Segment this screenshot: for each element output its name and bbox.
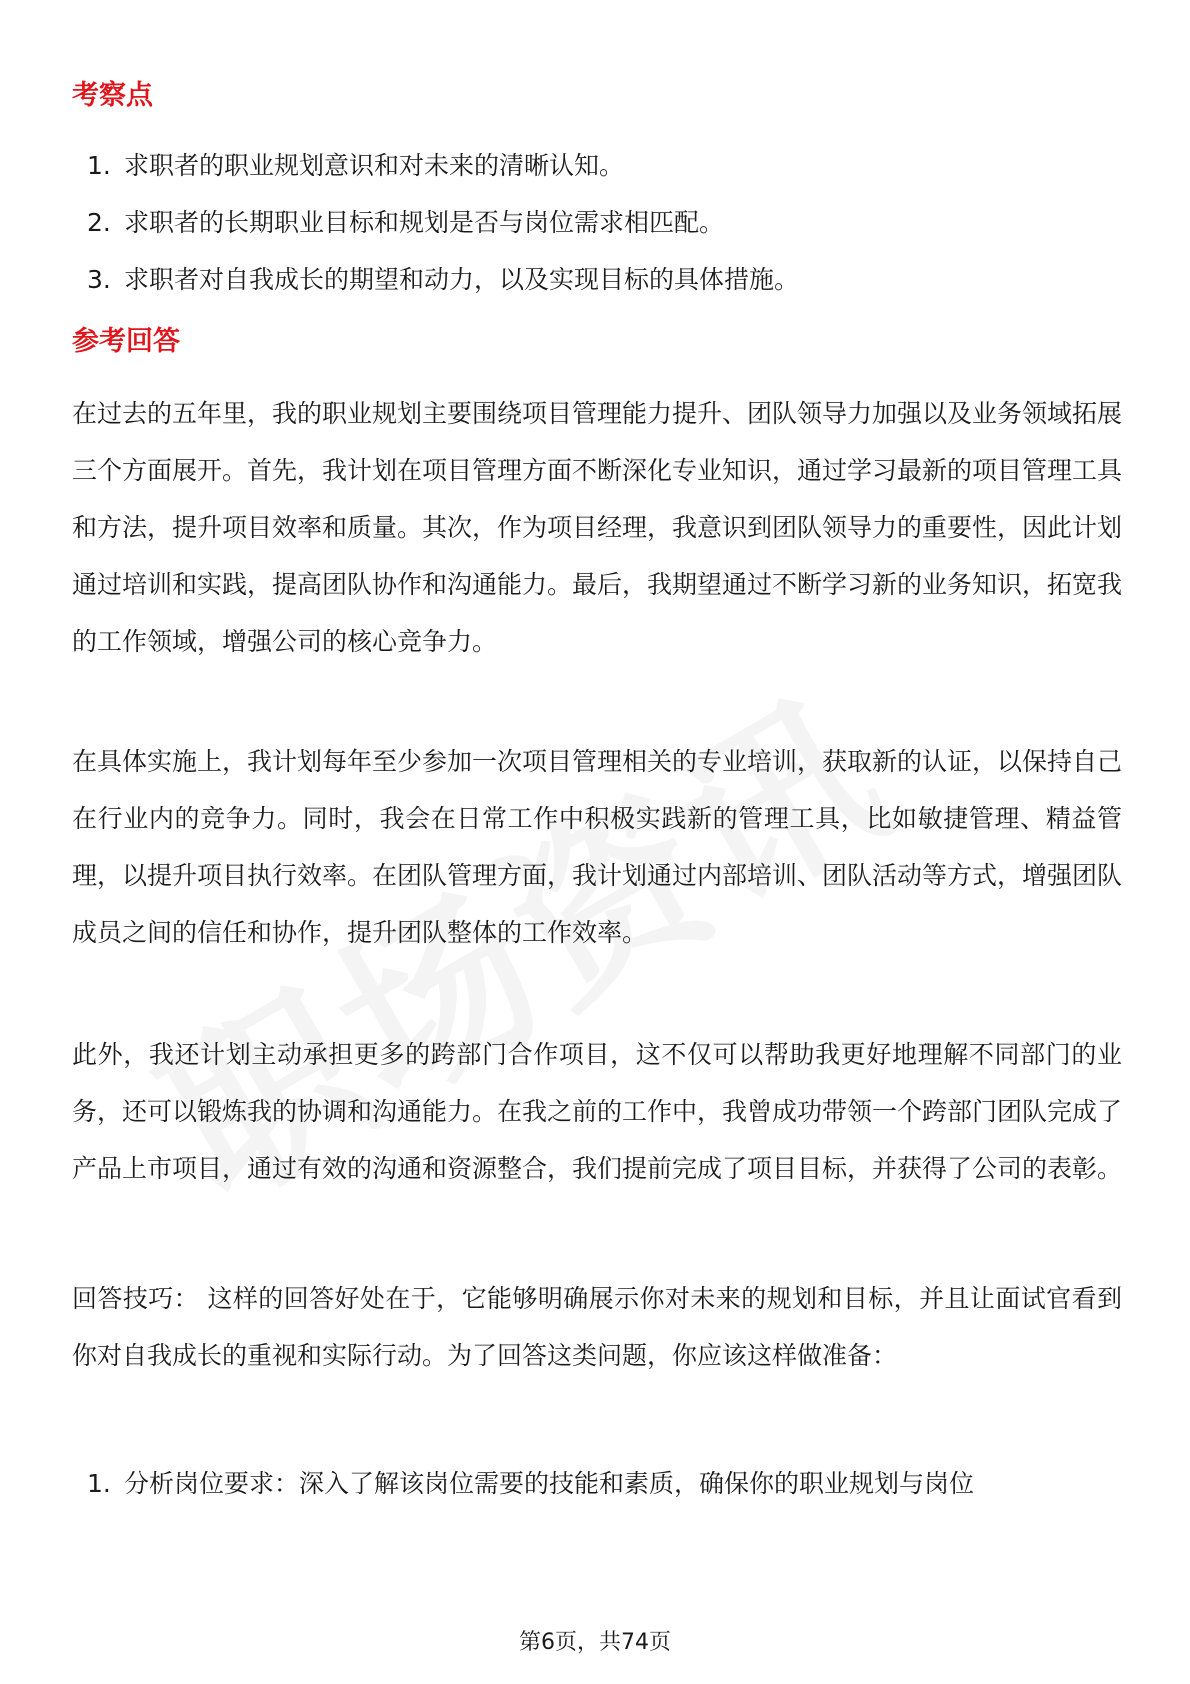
list-item	[72, 1455, 1122, 1512]
list-number: 2.	[87, 208, 111, 237]
tips-list	[72, 1455, 1122, 1512]
section-heading-reference-answer: 参考回答	[72, 326, 180, 357]
list-text: 求职者对自我成长的期望和动力，以及实现目标的具体措施。	[124, 265, 800, 294]
list-text: 求职者的长期职业目标和规划是否与岗位需求相匹配。	[124, 208, 725, 237]
list-number: 1.	[87, 151, 111, 180]
list-number: 1.	[87, 1469, 111, 1498]
list-number: 3.	[87, 265, 111, 294]
exam-points-list	[72, 137, 1122, 308]
list-item	[72, 251, 1122, 308]
list-text: 求职者的职业规划意识和对未来的清晰认知。	[124, 151, 625, 180]
answer-paragraph: 在具体实施上，我计划每年至少参加一次项目管理相关的专业培训，获取新的认证，以保持自己在行业内的竞争力。同时，我会在日常工作中积极实践新的管理工具，比如敏捷管理、精益管理，以提升项目执行效率。在团队管理方面，我计划通过内部培训、团队活动等方式，增强团队成员之间的信任和协作，提升团队整体的工作效率。	[72, 747, 1123, 947]
page-number: 第6页，共74页	[519, 1630, 671, 1655]
answer-paragraph: 在过去的五年里，我的职业规划主要围绕项目管理能力提升、团队领导力加强以及业务领域拓展三个方面展开。首先，我计划在项目管理方面不断深化专业知识，通过学习最新的项目管理工具和方法，提升项目效率和质量。其次，作为项目经理，我意识到团队领导力的重要性，因此计划通过培训和实践，提高团队协作和沟通能力。最后，我期望通过不断学习新的业务知识，拓宽我的工作领域，增强公司的核心竞争力。	[72, 399, 1123, 656]
list-item	[72, 137, 1122, 194]
list-text: 分析岗位要求：深入了解该岗位需要的技能和素质，确保你的职业规划与岗位	[124, 1469, 975, 1498]
answer-paragraph: 此外，我还计划主动承担更多的跨部门合作项目，这不仅可以帮助我更好地理解不同部门的业务，还可以锻炼我的协调和沟通能力。在我之前的工作中，我曾成功带领一个跨部门团队完成了产品上市项目，通过有效的沟通和资源整合，我们提前完成了项目目标，并获得了公司的表彰。	[72, 1040, 1123, 1183]
list-item	[72, 194, 1122, 251]
tips-paragraph: 回答技巧： 这样的回答好处在于，它能够明确展示你对未来的规划和目标，并且让面试官看到你对自我成长的重视和实际行动。为了回答这类问题，你应该这样做准备：	[72, 1284, 1122, 1370]
section-heading-exam-points: 考察点	[72, 80, 153, 111]
